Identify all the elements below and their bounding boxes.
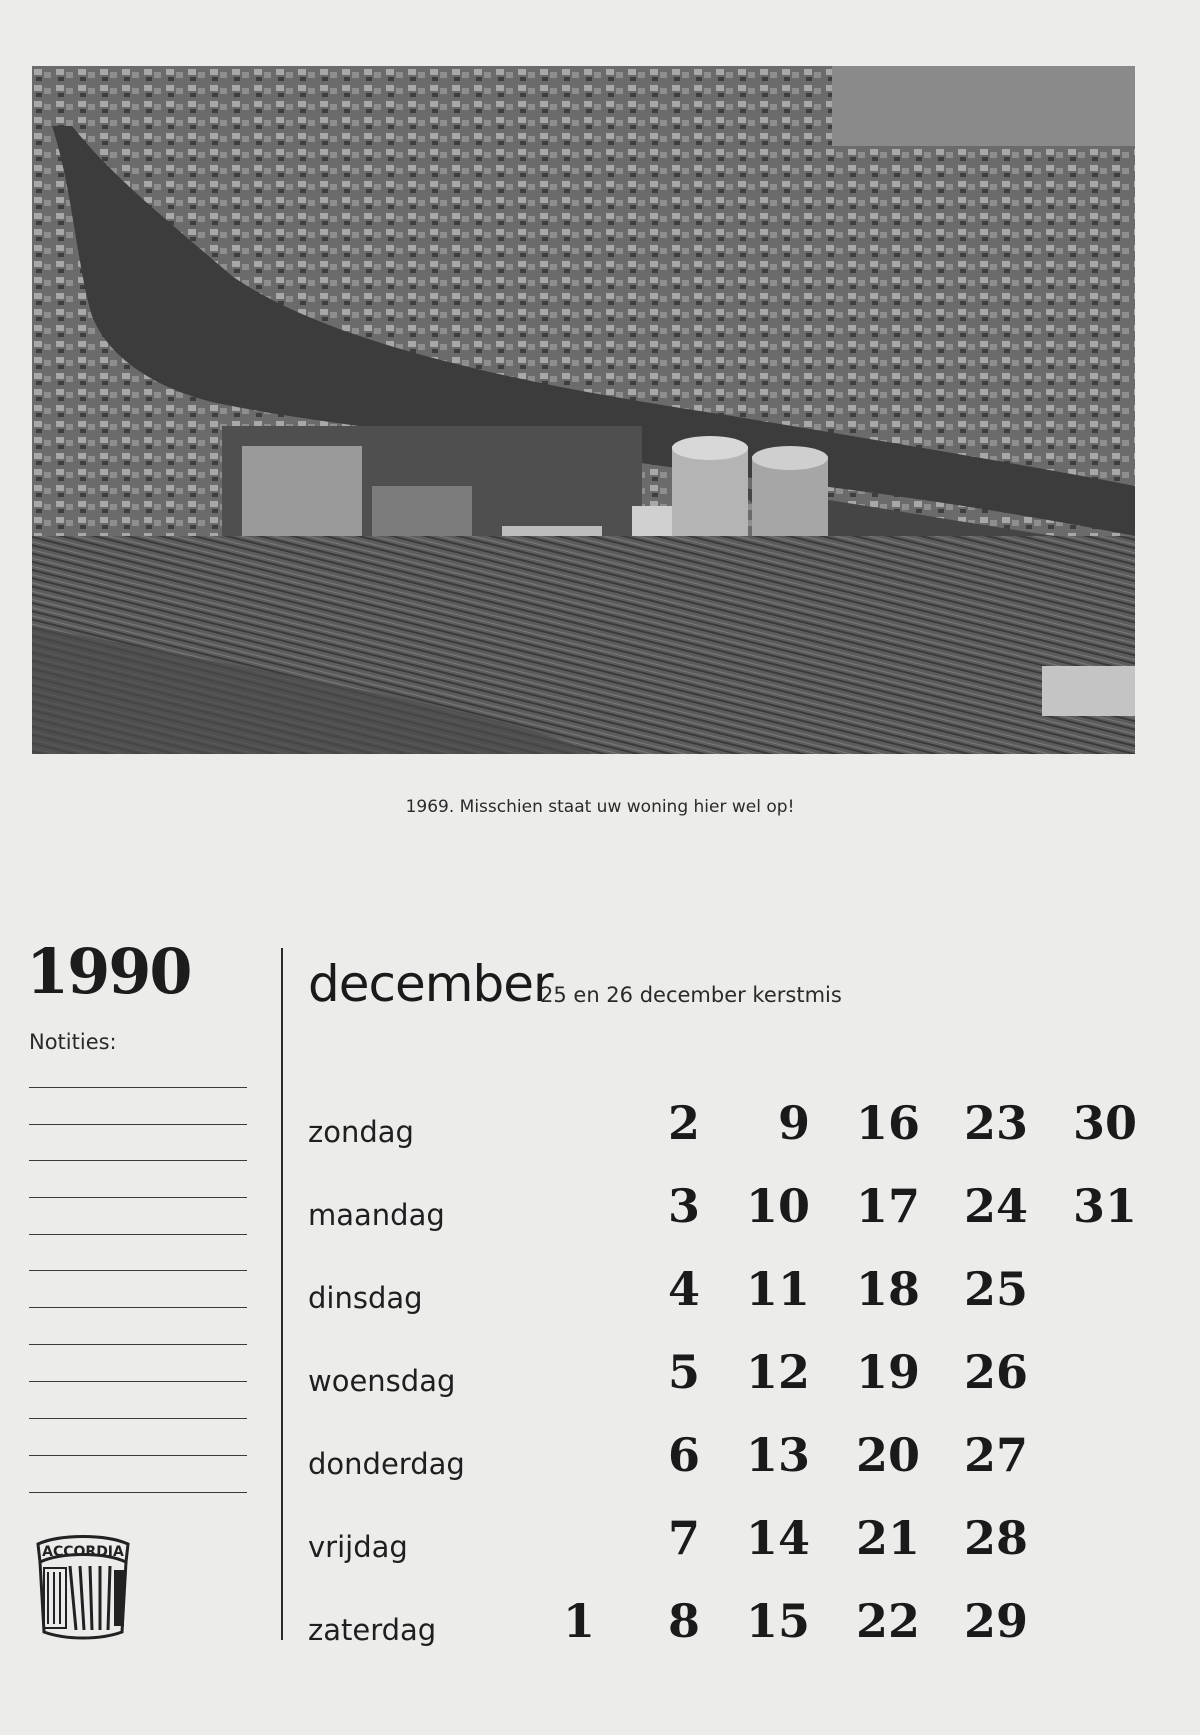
note-line	[29, 1418, 247, 1419]
note-line	[29, 1455, 247, 1456]
date-number: 4	[667, 1262, 700, 1316]
day-name: maandag	[308, 1198, 445, 1232]
note-line	[29, 1344, 247, 1345]
logo-lettering: ACCORDIA	[42, 1544, 124, 1560]
vertical-divider	[281, 948, 283, 1640]
accordia-logo	[30, 1532, 136, 1642]
note-line	[29, 1270, 247, 1271]
date-number: 31	[1072, 1179, 1137, 1233]
date-number: 17	[855, 1179, 920, 1233]
note-line	[29, 1124, 247, 1125]
date-number: 8	[667, 1594, 700, 1648]
date-number: 15	[745, 1594, 810, 1648]
day-name: woensdag	[308, 1364, 456, 1398]
date-number: 21	[855, 1511, 920, 1565]
date-number: 6	[667, 1428, 700, 1482]
note-line	[29, 1234, 247, 1235]
date-number: 13	[745, 1428, 810, 1482]
date-number: 23	[963, 1096, 1028, 1150]
day-name: zondag	[308, 1115, 414, 1149]
month-heading: december	[308, 955, 553, 1013]
date-number: 3	[667, 1179, 700, 1233]
note-line	[29, 1087, 247, 1088]
date-number: 16	[855, 1096, 920, 1150]
date-number: 26	[963, 1345, 1028, 1399]
day-name: zaterdag	[308, 1613, 437, 1647]
date-number: 24	[963, 1179, 1028, 1233]
date-number: 12	[745, 1345, 810, 1399]
date-number: 30	[1072, 1096, 1137, 1150]
note-line	[29, 1160, 247, 1161]
notes-label: Notities:	[29, 1030, 117, 1054]
date-number: 5	[667, 1345, 700, 1399]
date-number: 7	[667, 1511, 700, 1565]
date-number: 2	[667, 1096, 700, 1150]
date-number: 14	[745, 1511, 810, 1565]
date-number: 22	[855, 1594, 920, 1648]
date-number: 11	[745, 1262, 810, 1316]
date-number: 10	[745, 1179, 810, 1233]
date-number: 20	[855, 1428, 920, 1482]
date-number: 19	[855, 1345, 920, 1399]
note-line	[29, 1381, 247, 1382]
date-number: 27	[963, 1428, 1028, 1482]
note-line	[29, 1307, 247, 1308]
day-name: donderdag	[308, 1447, 465, 1481]
date-number: 25	[963, 1262, 1028, 1316]
date-number: 1	[562, 1594, 595, 1648]
note-line	[29, 1197, 247, 1198]
date-number: 18	[855, 1262, 920, 1316]
date-number: 29	[963, 1594, 1028, 1648]
date-number: 9	[777, 1096, 810, 1150]
day-name: vrijdag	[308, 1530, 408, 1564]
date-number: 28	[963, 1511, 1028, 1565]
day-name: dinsdag	[308, 1281, 423, 1315]
holiday-note: 25 en 26 december kerstmis	[540, 983, 842, 1007]
year-heading: 1990	[26, 935, 191, 1008]
note-line	[29, 1492, 247, 1493]
photo-caption: 1969. Misschien staat uw woning hier wel op!	[405, 797, 795, 817]
aerial-photo	[32, 66, 1135, 754]
